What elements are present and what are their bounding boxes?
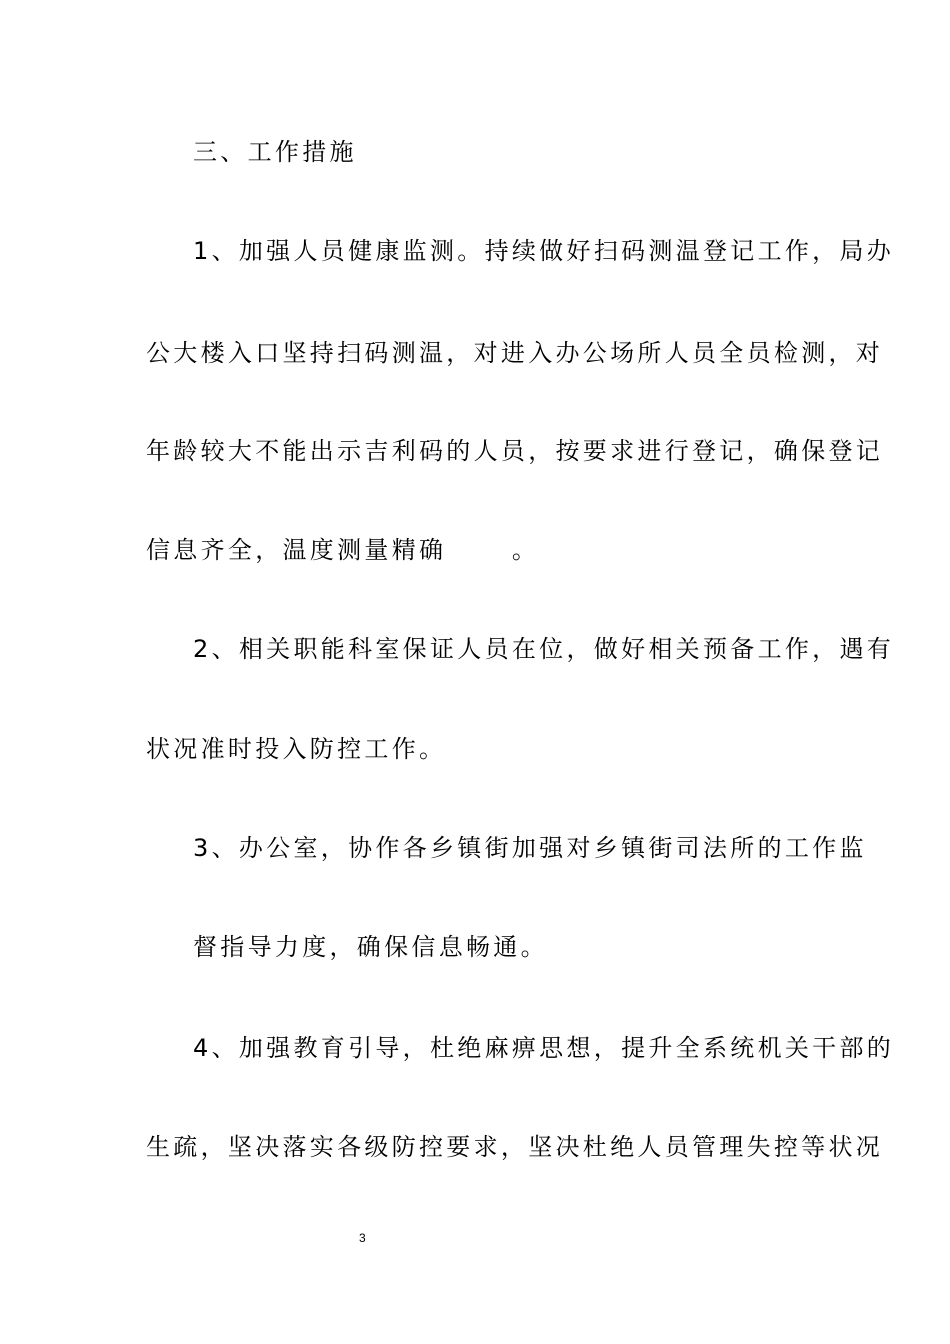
paragraph-1-line-2: 公大楼入口坚持扫码测温，对进入办公场所人员全员检测，对 xyxy=(146,339,884,367)
paragraph-1-line-1: 1、加强人员健康监测。持续做好扫码测温登记工作，局办 xyxy=(193,237,895,265)
paragraph-1-line-3: 年龄较大不能出示吉利码的人员，按要求进行登记，确保登记 xyxy=(146,437,884,465)
paragraph-3-line-1: 3、办公室，协作各乡镇街加强对乡镇街司法所的工作监 xyxy=(193,834,867,862)
paragraph-3-line-2: 督指导力度，确保信息畅通。 xyxy=(193,933,548,961)
paragraph-4-line-2: 生疏，坚决落实各级防控要求，坚决杜绝人员管理失控等状况 xyxy=(146,1133,884,1161)
paragraph-4-line-1: 4、加强教育引导，杜绝麻痹思想，提升全系统机关干部的 xyxy=(193,1034,895,1062)
section-heading: 三、工作措施 xyxy=(193,138,357,166)
paragraph-1-line-4: 信息齐全，温度测量精确 。 xyxy=(146,536,540,564)
paragraph-2-line-2: 状况准时投入防控工作。 xyxy=(146,735,447,763)
paragraph-2-line-1: 2、相关职能科室保证人员在位，做好相关预备工作，遇有 xyxy=(193,635,895,663)
page-number: 3 xyxy=(359,1231,366,1245)
